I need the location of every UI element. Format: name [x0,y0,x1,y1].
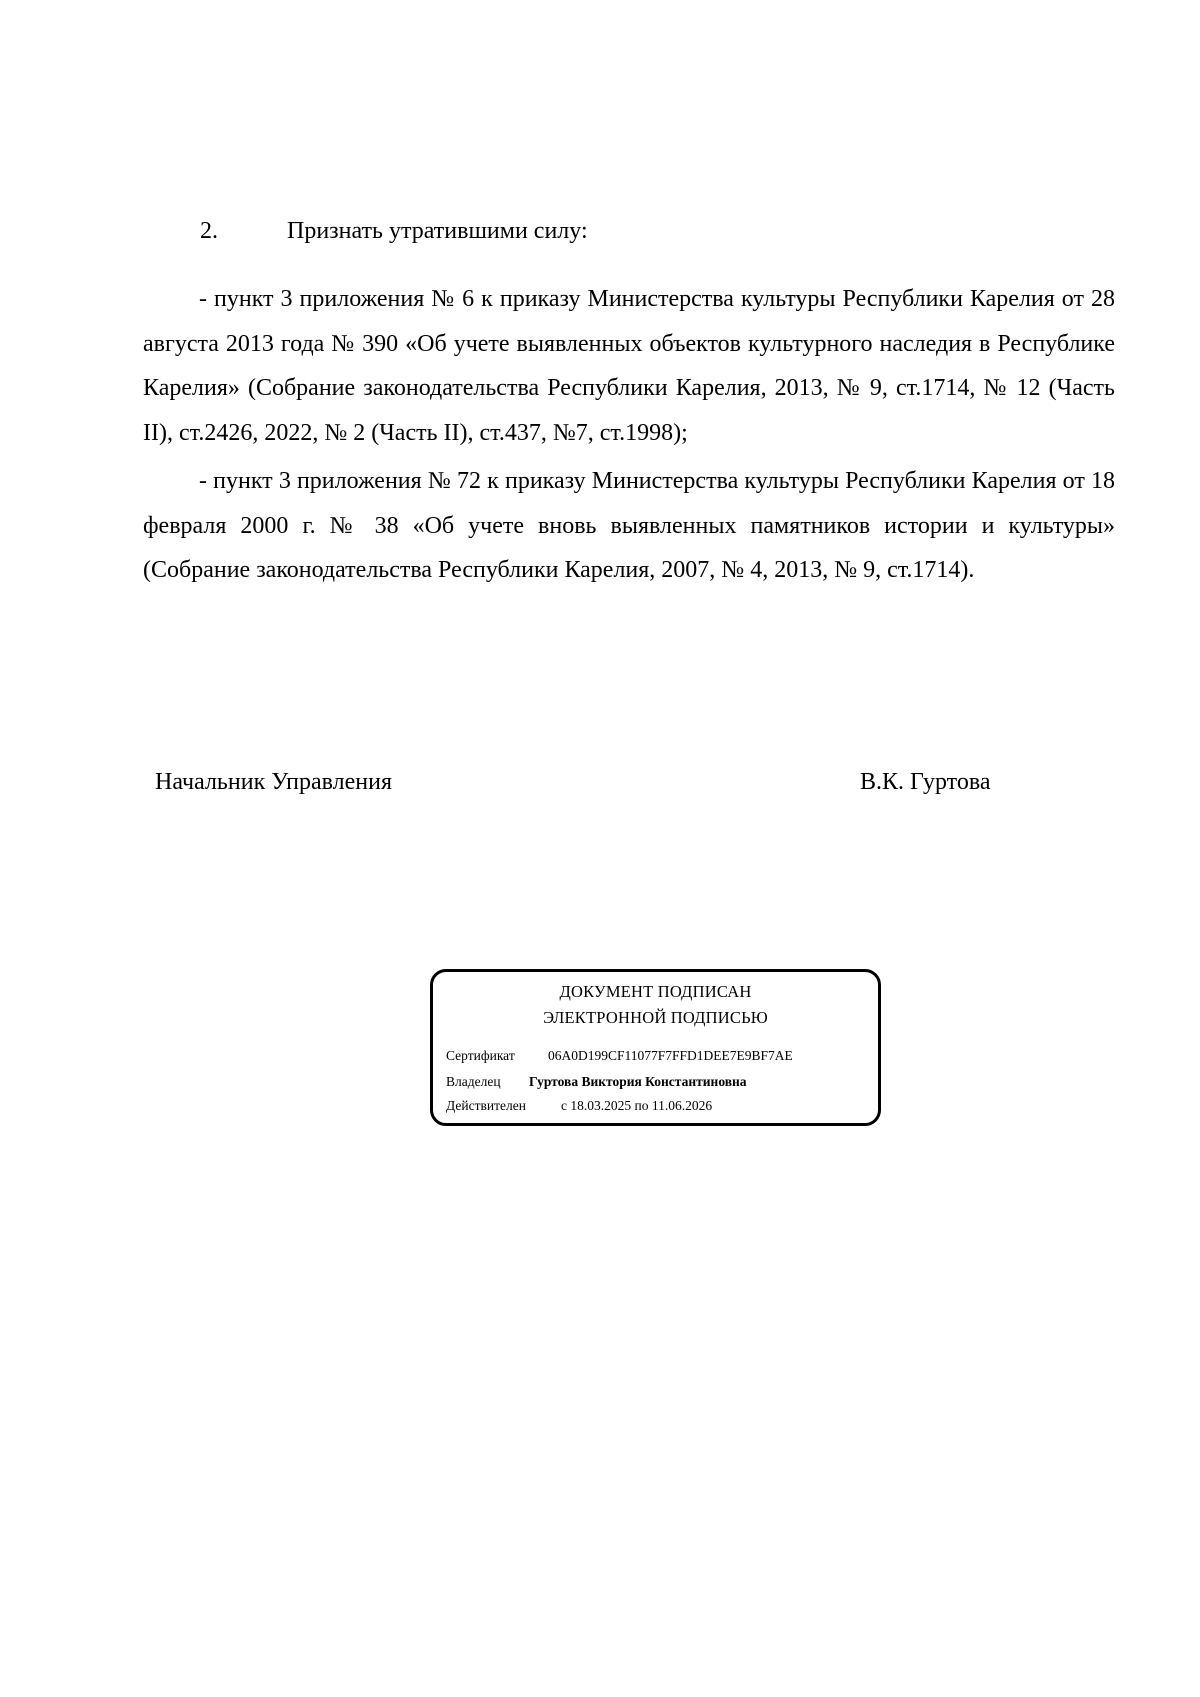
owner-value: Гуртова Виктория Константиновна [529,1074,747,1089]
signer-title: Начальник Управления [155,769,392,795]
stamp-heading-line2: ЭЛЕКТРОННОЙ ПОДПИСЬЮ [543,1008,768,1027]
item-number: 2. [200,218,218,244]
signer-name: В.К. Гуртова [860,769,991,795]
stamp-owner-row [446,1073,747,1091]
owner-label: Владелец [446,1074,501,1089]
stamp-certificate-row [446,1047,793,1065]
valid-value: с 18.03.2025 по 11.06.2026 [561,1098,713,1113]
certificate-value: 06A0D199CF11077F7FFD1DEE7E9BF7AE [548,1048,793,1063]
stamp-validity-row [446,1097,712,1115]
stamp-heading-line1: ДОКУМЕНТ ПОДПИСАН [559,982,752,1001]
valid-label: Действителен [446,1098,526,1113]
item-heading [200,214,588,248]
paragraph-repealed-2: - пункт 3 приложения № 72 к приказу Министерства культуры Республики Карелия от 18 февраля 2000 г. № 38 «Об учете вновь выявленных памятников истории и культуры» (Собрание законодательства Республики Карелия, 2007, № 4, 2013, № 9, ст.1714). [143,468,1115,583]
certificate-label: Сертификат [446,1048,515,1063]
paragraph-repealed-1: - пункт 3 приложения № 6 к приказу Министерства культуры Республики Карелия от 28 августа 2013 года № 390 «Об учете выявленных объектов культурного наследия в Республике Карелия» (Собрание законодательства Республики Карелия, 2013, № 9, ст.1714, № 12 (Часть II), ст.2426, 2022, № 2 (Часть II), ст.437, №7, ст.1998); [143,286,1115,446]
electronic-signature-stamp [430,969,881,1126]
item-heading-text: Признать утратившими силу: [287,218,588,244]
